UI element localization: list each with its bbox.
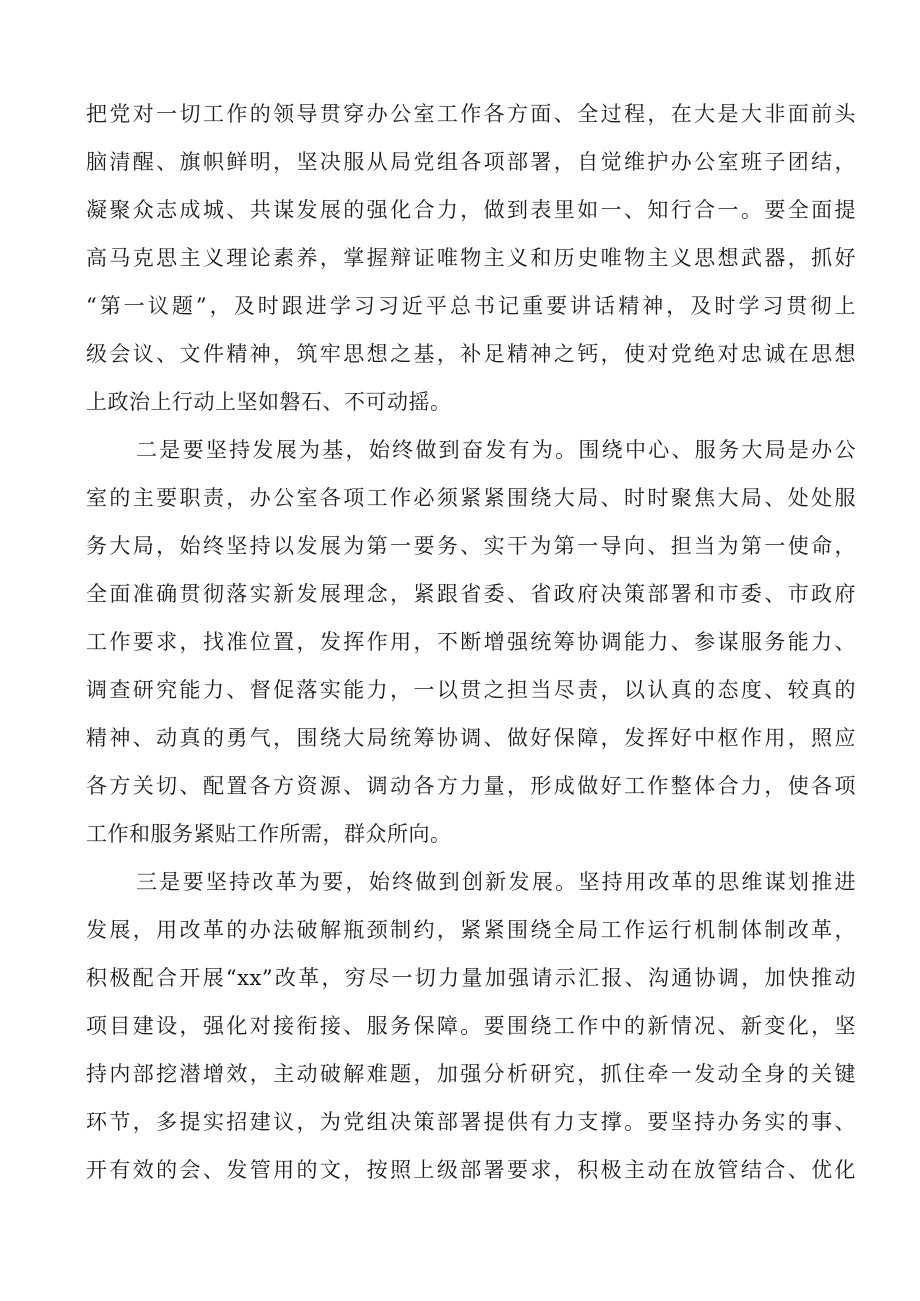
- text-line: 持内部挖潜增效，主动破解难题，加强分析研究，抓住牵一发动全身的关键: [86, 1062, 856, 1086]
- text-line: 调查研究能力、督促落实能力，一以贯之担当尽责，以认真的态度、较真的: [86, 678, 856, 702]
- text-line: 精神、动真的勇气，围绕大局统筹协调、做好保障，发挥好中枢作用，照应: [86, 726, 856, 750]
- text-line: 室的主要职责，办公室各项工作必须紧紧围绕大局、时时聚焦大局、处处服: [86, 486, 856, 510]
- text-line: 高马克思主义理论素养，掌握辩证唯物主义和历史唯物主义思想武器，抓好: [86, 246, 856, 270]
- paragraph-start-line: 三是要坚持改革为要，始终做到创新发展。坚持用改革的思维谋划推进: [136, 870, 856, 894]
- text-line: 各方关切、配置各方资源、调动各方力量，形成做好工作整体合力，使各项: [86, 774, 856, 798]
- text-line: 上政治上行动上坚如磐石、不可动摇。: [86, 390, 452, 414]
- text-line: 发展，用改革的办法破解瓶颈制约，紧紧围绕全局工作运行机制体制改革，: [86, 918, 856, 942]
- text-line: 级会议、文件精神，筑牢思想之基，补足精神之钙，使对党绝对忠诚在思想: [86, 342, 856, 366]
- text-line: 把党对一切工作的领导贯穿办公室工作各方面、全过程，在大是大非面前头: [86, 102, 856, 126]
- text-line: 务大局，始终坚持以发展为第一要务、实干为第一导向、担当为第一使命，: [86, 534, 856, 558]
- text-line: 脑清醒、旗帜鲜明，坚决服从局党组各项部署，自觉维护办公室班子团结，: [86, 150, 856, 174]
- text-line: 工作和服务紧贴工作所需，群众所向。: [86, 822, 452, 846]
- text-line: 开有效的会、发管用的文，按照上级部署要求，积极主动在放管结合、优化: [86, 1158, 856, 1182]
- text-line: 环节，多提实招建议，为党组决策部署提供有力支撑。要坚持办务实的事、: [86, 1110, 856, 1134]
- text-line: 凝聚众志成城、共谋发展的强化合力，做到表里如一、知行合一。要全面提: [86, 198, 856, 222]
- text-line: 全面准确贯彻落实新发展理念，紧跟省委、省政府决策部署和市委、市政府: [86, 582, 856, 606]
- text-line: “第一议题”，及时跟进学习习近平总书记重要讲话精神，及时学习贯彻上: [86, 294, 856, 318]
- text-line: 项目建设，强化对接衔接、服务保障。要围绕工作中的新情况、新变化，坚: [86, 1014, 856, 1038]
- paragraph-start-line: 二是要坚持发展为基，始终做到奋发有为。围绕中心、服务大局是办公: [136, 438, 856, 462]
- text-line: 积极配合开展“xx”改革，穷尽一切力量加强请示汇报、沟通协调，加快推动: [86, 966, 856, 990]
- text-line: 工作要求，找准位置，发挥作用，不断增强统筹协调能力、参谋服务能力、: [86, 630, 856, 654]
